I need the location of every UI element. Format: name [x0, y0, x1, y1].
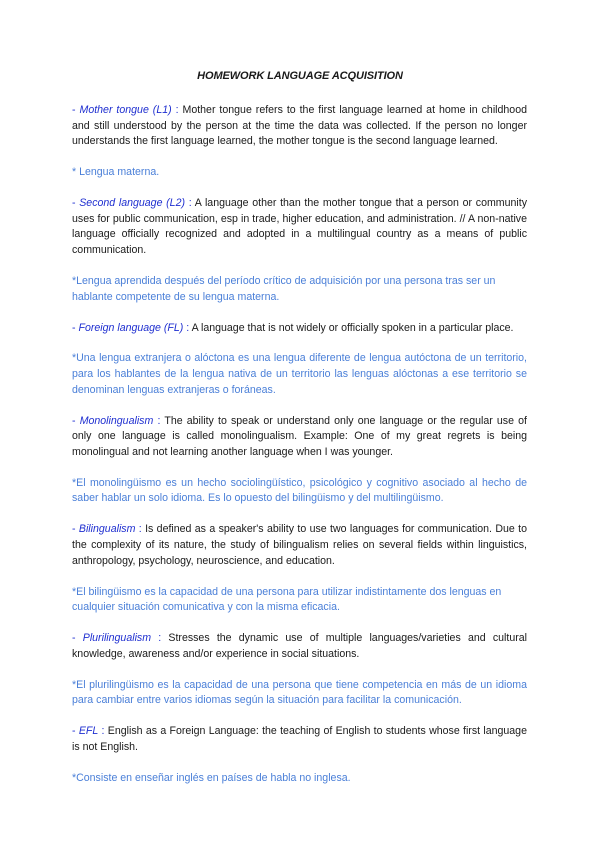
term-colon: :	[98, 725, 108, 738]
term-second-language: Second language (L2)	[79, 197, 185, 210]
spanish-note-plurilingualism: *El plurilingüismo es la capacidad de una persona que tiene competencia en más de un idioma para cambiar entre varios idiomas según la situación para facilitar la comunicación.	[72, 678, 527, 707]
term-colon: :	[151, 632, 169, 645]
definition-text: English as a Foreign Language: the teaching of English to students whose first language is not English.	[72, 725, 527, 753]
bullet-dash: -	[72, 523, 79, 536]
term-colon: :	[171, 104, 183, 116]
term-colon: :	[183, 321, 192, 334]
term-colon: :	[153, 414, 165, 427]
term-colon: :	[135, 523, 146, 536]
spanish-note-mother-tongue: * Lengua materna.	[72, 166, 160, 179]
spanish-note-efl: *Consiste en enseñar inglés en países de habla no inglesa.	[72, 771, 351, 784]
term-efl: EFL	[78, 725, 99, 738]
document-title: HOMEWORK LANGUAGE ACQUISITION	[197, 70, 403, 82]
definition-text: A language other than the mother tongue that a person or community uses for public communication, esp in trade, higher education, and administration. // A non-native language officially recognized and adopted in a multilingual country as a means of public communication.	[72, 197, 527, 256]
bullet-dash: -	[72, 632, 83, 645]
bullet-dash: -	[72, 414, 80, 427]
term-mother-tongue: Mother tongue (L1)	[79, 104, 172, 116]
definition-mother-tongue	[72, 103, 527, 150]
term-colon: :	[185, 197, 195, 210]
definition-bilingualism	[72, 522, 527, 569]
term-foreign-language: Foreign language (FL)	[78, 321, 184, 334]
spanish-note-foreign-language: *Una lengua extranjera o alóctona es una lengua diferente de lengua autóctona de un territorio, para los hablantes de la lengua nativa de un territorio las lenguas alóctonas a ese territorio se denominan lenguas extranjeras o foráneas.	[72, 352, 527, 396]
definition-foreign-language	[72, 321, 527, 337]
definition-text: Mother tongue refers to the first language learned at home in childhood and still understood by the person at the time the data was collected. If the person no longer understands the first language learned, the mother tongue is the second language learned.	[72, 104, 527, 148]
definition-text: A language that is not widely or officially spoken in a particular place.	[191, 321, 514, 334]
definition-text: Is defined as a speaker's ability to use two languages for communication. Due to the complexity of its nature, the study of bilingualism relies on several fields within linguistics, anthropology, psychology, neuroscience, and education.	[72, 523, 527, 567]
definition-text: Stresses the dynamic use of multiple languages/varieties and cultural knowledge, awareness and/or experience in social situations.	[72, 632, 527, 660]
bullet-dash: -	[72, 321, 79, 334]
definition-text: The ability to speak or understand only one language or the regular use of only one language is called monolingualism. Example: One of my great regrets is being monolingual and not learning another language when I was younger.	[72, 414, 527, 458]
definition-efl	[72, 724, 527, 755]
document-body	[72, 103, 527, 802]
bullet-dash: -	[72, 197, 80, 210]
spanish-note-second-language: *Lengua aprendida después del período crítico de adquisición por una persona tras ser un hablante competente de su lengua materna.	[72, 274, 496, 303]
term-bilingualism: Bilingualism	[78, 523, 136, 536]
bullet-dash: -	[72, 104, 80, 116]
term-monolingualism: Monolingualism	[79, 414, 154, 427]
definition-plurilingualism	[72, 631, 527, 662]
term-plurilingualism: Plurilingualism	[82, 632, 152, 645]
spanish-note-bilingualism: *El bilingüismo es la capacidad de una persona para utilizar indistintamente dos lenguas en cualquier situación comunicativa y con la misma eficacia.	[72, 585, 502, 614]
spanish-note-monolingualism: *El monolingüismo es un hecho sociolingüístico, psicológico y cognitivo asociado al hecho de saber hablar un solo idioma. Es lo opuesto del bilingüismo y del multilingüismo.	[72, 476, 527, 505]
definition-monolingualism	[72, 414, 527, 461]
bullet-dash: -	[72, 725, 79, 738]
definition-second-language	[72, 196, 527, 258]
